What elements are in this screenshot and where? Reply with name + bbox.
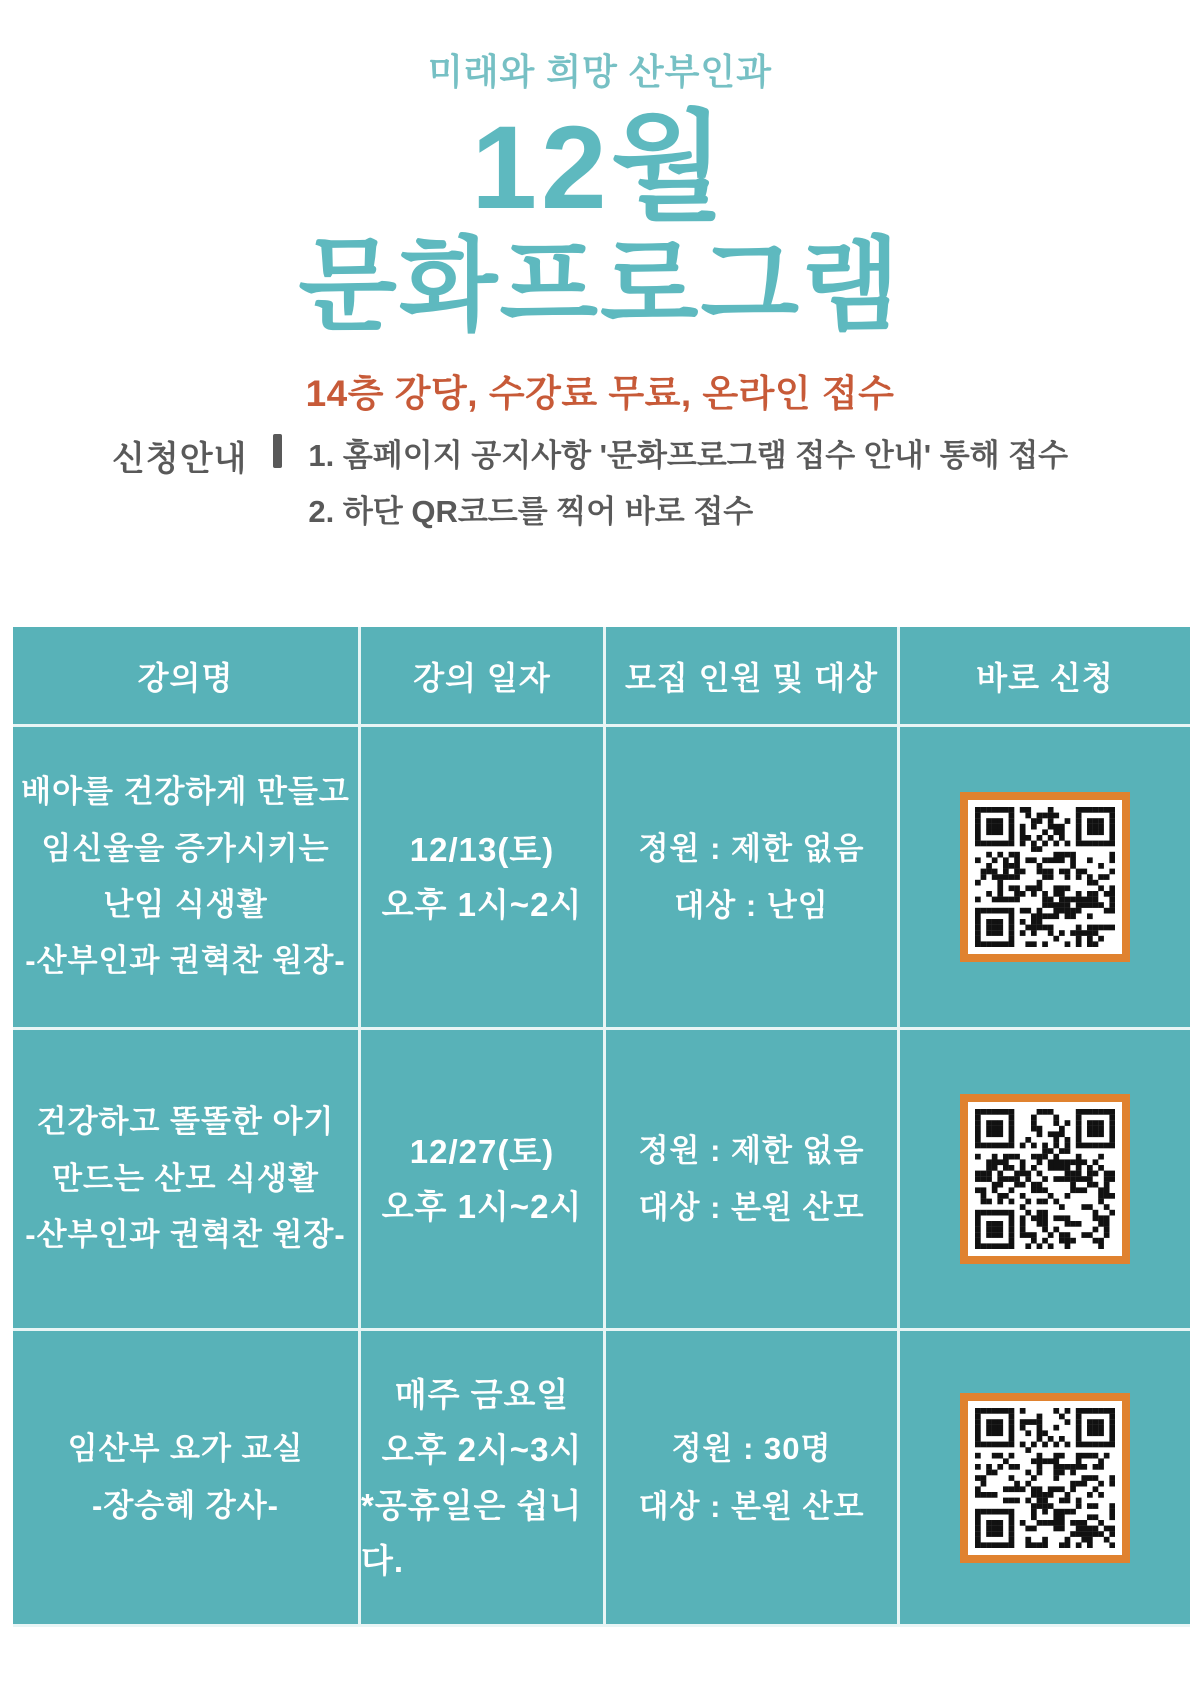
date-line: 오후 1시~2시	[381, 1188, 583, 1225]
program-table	[13, 627, 1190, 1627]
apply-cell-row2	[900, 1030, 1190, 1328]
apply-cell-row3	[900, 1331, 1190, 1624]
capacity-line: 정원 : 제한 없음	[638, 830, 865, 866]
course-instructor: -장승혜 강사-	[92, 1487, 279, 1523]
course-cell-row1	[13, 727, 358, 1027]
capacity-cell-row3	[606, 1331, 897, 1624]
capacity-cell-row1	[606, 727, 897, 1027]
course-instructor: -산부인과 권혁찬 원장-	[25, 943, 346, 979]
course-cell-row2	[13, 1030, 358, 1328]
column-header-date: 강의 일자	[361, 627, 603, 724]
capacity-line: 정원 : 30명	[671, 1431, 832, 1467]
column-header-capacity: 모집 인원 및 대상	[606, 627, 897, 724]
column-header-course: 강의명	[13, 627, 358, 724]
capacity-cell-row2	[606, 1030, 897, 1328]
qr-code-row1[interactable]	[960, 792, 1130, 962]
course-line: 만드는 산모 식생활	[52, 1160, 319, 1196]
apply-cell-row1	[900, 727, 1190, 1027]
date-line: 매주 금요일	[394, 1375, 570, 1413]
notice-label: 신청안내	[112, 440, 248, 478]
date-cell-row1	[361, 727, 603, 1027]
date-line: 오후 2시~3시	[381, 1431, 583, 1469]
capacity-line: 대상 : 본원 산모	[638, 1190, 865, 1225]
date-cell-row3	[361, 1331, 603, 1624]
notice-item-1: 1. 홈페이지 공지사항 '문화프로그램 접수 안내' 통해 접수	[308, 438, 1069, 473]
course-instructor: -산부인과 권혁찬 원장-	[25, 1217, 346, 1253]
course-cell-row3	[13, 1331, 358, 1624]
poster-title-program: 문화프로그램	[298, 229, 902, 343]
course-line: 임신율을 증가시키는	[41, 830, 330, 866]
column-header-apply: 바로 신청	[900, 627, 1190, 724]
notice-divider-bar	[273, 434, 282, 468]
date-line: 12/13(토)	[409, 830, 555, 868]
capacity-line: 대상 : 본원 산모	[638, 1488, 865, 1524]
course-line: 건강하고 똘똘한 아기	[36, 1104, 335, 1140]
qr-code-row3[interactable]	[960, 1393, 1130, 1563]
notice-item-2: 2. 하단 QR코드를 찍어 바로 접수	[308, 494, 754, 530]
clinic-name: 미래와 희망 산부인과	[428, 51, 772, 92]
course-line: 임산부 요가 교실	[67, 1431, 304, 1467]
capacity-line: 정원 : 제한 없음	[638, 1132, 865, 1168]
date-note: *공휴일은 쉽니다.	[361, 1486, 583, 1579]
qr-code-row2[interactable]	[960, 1094, 1130, 1264]
date-cell-row2	[361, 1030, 603, 1328]
course-line: 배아를 건강하게 만들고	[21, 774, 350, 810]
date-line: 12/27(토)	[409, 1132, 555, 1170]
course-line: 난임 식생활	[103, 887, 268, 922]
poster-title-month: 12월	[471, 102, 729, 234]
application-notice	[112, 428, 1068, 541]
poster-subtitle: 14층 강당, 수강료 무료, 온라인 접수	[305, 373, 895, 414]
date-line: 오후 1시~2시	[381, 886, 583, 923]
capacity-line: 대상 : 난임	[674, 888, 829, 923]
